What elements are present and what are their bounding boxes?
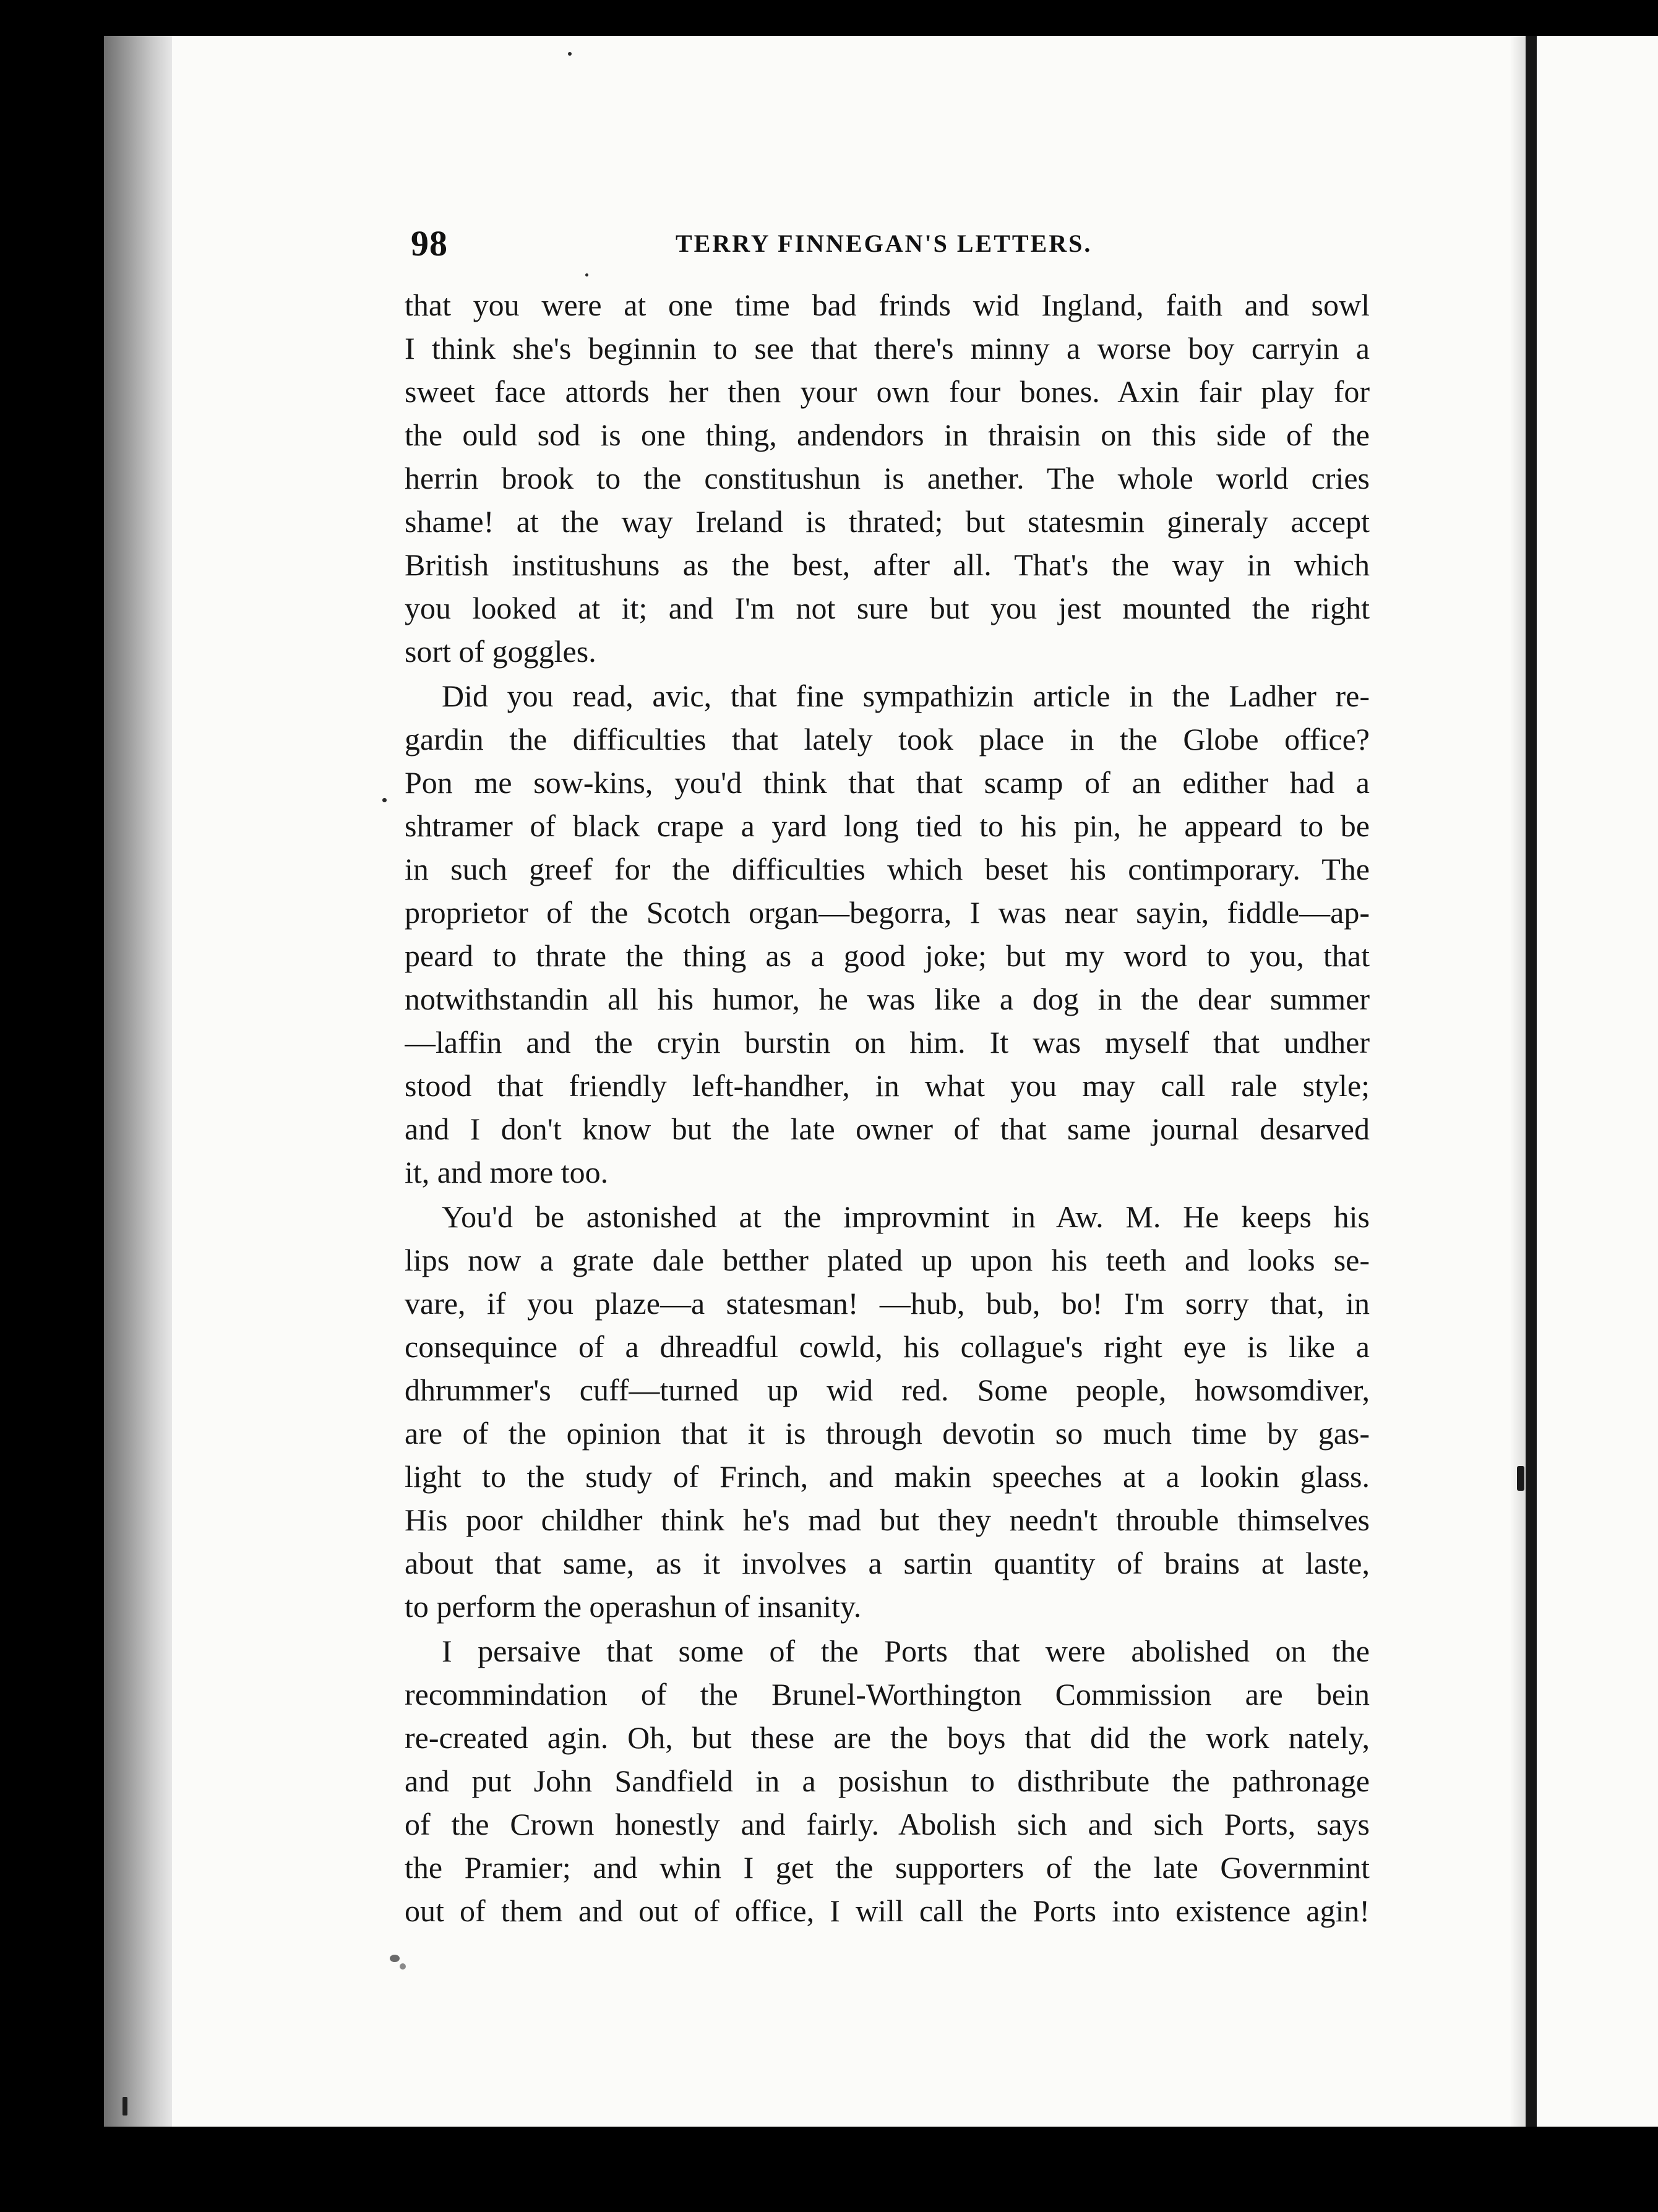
- text-line: lips now a grate dale betther plated up upon his teeth and looks se-: [405, 1243, 1370, 1277]
- text-line: shtramer of black crape a yard long tied to his pin, he appeard to be: [405, 808, 1370, 843]
- paragraph: [405, 674, 1370, 1194]
- text-line: that you were at one time bad frinds wid Ingland, faith and sowl: [405, 288, 1370, 322]
- text-line: sort of goggles.: [405, 634, 596, 669]
- text-line: you looked at it; and I'm not sure but you jest mounted the right: [405, 591, 1370, 625]
- facing-page-sliver: [1537, 36, 1658, 2127]
- text-line: to perform the operashun of insanity.: [405, 1589, 862, 1624]
- page-header: [411, 223, 1376, 266]
- scan-speck: [122, 2097, 127, 2116]
- text-line: stood that friendly left-handher, in what you may call rale style;: [405, 1068, 1370, 1103]
- text-line: and I don't know but the late owner of that same journal desarved: [405, 1112, 1370, 1146]
- text-line: re-created agin. Oh, but these are the boys that did the work nately,: [405, 1720, 1370, 1755]
- text-line: gardin the difficulties that lately took place in the Globe office?: [405, 722, 1370, 757]
- text-line: about that same, as it involves a sartin quantity of brains at laste,: [405, 1546, 1370, 1580]
- text-line: light to the study of Frinch, and makin speeches at a lookin glass.: [405, 1459, 1370, 1494]
- text-line: I persaive that some of the Ports that were abolished on the: [442, 1634, 1370, 1668]
- paragraph: [405, 1629, 1370, 1932]
- text-line: consequince of a dhreadful cowld, his collague's right eye is like a: [405, 1329, 1370, 1364]
- text-line: in such greef for the difficulties which beset his contimporary. The: [405, 852, 1370, 886]
- text-line: peard to thrate the thing as a good joke; but my word to you, that: [405, 938, 1370, 973]
- page-gutter-shadow: [104, 36, 173, 2127]
- text-line: shame! at the way Ireland is thrated; but statesmin gineraly accept: [405, 504, 1370, 539]
- text-line: herrin brook to the constitushun is anether. The whole world cries: [405, 461, 1370, 495]
- text-line: are of the opinion that it is through devotin so much time by gas-: [405, 1416, 1370, 1451]
- text-line: the ould sod is one thing, andendors in thraisin on this side of the: [405, 418, 1370, 452]
- text-line: Pon me sow-kins, you'd think that that scamp of an edither had a: [405, 765, 1370, 800]
- scan-speck: [568, 52, 572, 56]
- text-line: and put John Sandfield in a posishun to disthribute the pathronage: [405, 1764, 1370, 1798]
- scan-speck: [1517, 1466, 1524, 1491]
- page-edge-shadow: [1510, 36, 1526, 2127]
- text-line: His poor childher think he's mad but they needn't throuble thimselves: [405, 1503, 1370, 1537]
- paragraph: [405, 1195, 1370, 1628]
- text-line: British institushuns as the best, after all. That's the way in which: [405, 547, 1370, 582]
- text-line: dhrummer's cuff—turned up wid red. Some people, howsomdiver,: [405, 1373, 1370, 1407]
- scan-speck: [585, 273, 588, 276]
- text-line: recommindation of the Brunel-Worthington Commission are bein: [405, 1677, 1370, 1712]
- scan-speck: [390, 1955, 400, 1962]
- text-line: You'd be astonished at the improvmint in Aw. M. He keeps his: [442, 1199, 1370, 1234]
- text-line: proprietor of the Scotch organ—begorra, I was near sayin, fiddle—ap-: [405, 895, 1370, 930]
- body-text: [405, 283, 1370, 1932]
- text-line: I think she's beginnin to see that there's minny a worse boy carryin a: [405, 331, 1370, 366]
- text-line: the Pramier; and whin I get the supporters of the late Governmint: [405, 1850, 1370, 1885]
- text-line: it, and more too.: [405, 1155, 609, 1190]
- text-line: of the Crown honestly and fairly. Abolish sich and sich Ports, says: [405, 1807, 1370, 1841]
- text-line: Did you read, avic, that fine sympathizin article in the Ladher re-: [442, 679, 1370, 713]
- text-line: sweet face attords her then your own four bones. Axin fair play for: [405, 374, 1370, 409]
- text-line: notwithstandin all his humor, he was like a dog in the dear summer: [405, 982, 1370, 1016]
- running-head: TERRY FINNEGAN'S LETTERS.: [676, 229, 1093, 257]
- text-line: —laffin and the cryin burstin on him. It was myself that undher: [405, 1025, 1370, 1060]
- scan-speck: [382, 798, 387, 802]
- paragraph: [405, 283, 1370, 673]
- text-line: out of them and out of office, I will call the Ports into existence agin!: [405, 1893, 1370, 1928]
- text-line: vare, if you plaze—a statesman! —hub, bub, bo! I'm sorry that, in: [405, 1286, 1370, 1321]
- page-number: 98: [411, 223, 448, 264]
- scan-speck: [400, 1963, 406, 1970]
- page-divider: [1526, 36, 1537, 2127]
